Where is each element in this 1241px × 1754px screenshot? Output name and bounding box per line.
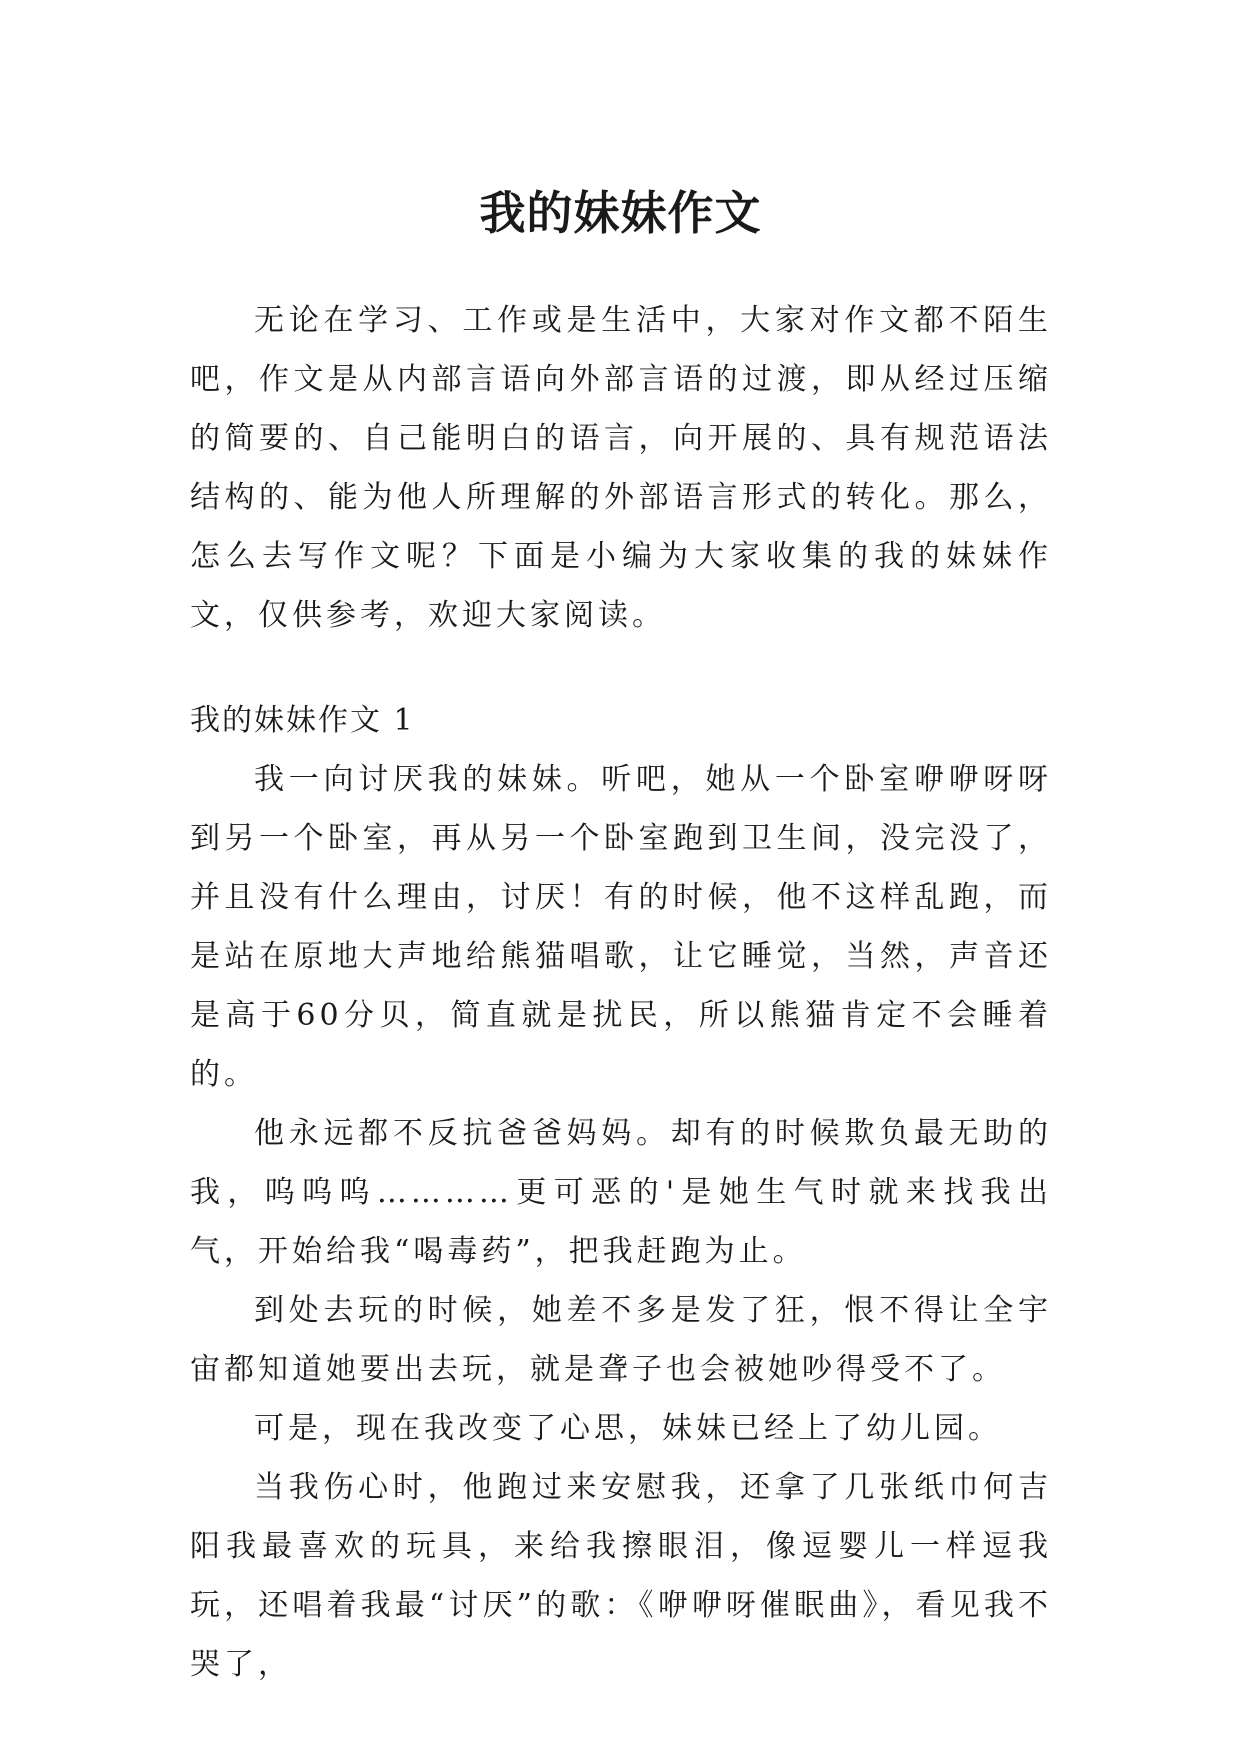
body-paragraph: 我一向讨厌我的妹妹。听吧，她从一个卧室咿咿呀呀到另一个卧室，再从另一个卧室跑到卫生间，没完没了，并且没有什么理由，讨厌！有的时候，他不这样乱跑，而是站在原地大声地给熊猫唱歌，让它睡觉，当然，声音还是高于60分贝，简直就是扰民，所以熊猫肯定不会睡着的。 (190, 762, 1052, 1092)
section-heading: 我的妹妹作文 1 (190, 703, 415, 738)
section-1 (190, 691, 1052, 1694)
body-paragraph: 到处去玩的时候，她差不多是发了狂，恨不得让全宇宙都知道她要出去玩，就是聋子也会被她吵得受不了。 (190, 1293, 1052, 1387)
body-paragraph: 可是，现在我改变了心思，妹妹已经上了幼儿园。 (254, 1411, 1002, 1446)
intro-paragraph: 无论在学习、工作或是生活中，大家对作文都不陌生吧，作文是从内部言语向外部言语的过渡，即从经过压缩的简要的、自己能明白的语言，向开展的、具有规范语法结构的、能为他人所理解的外部语言形式的转化。那么，怎么去写作文呢？下面是小编为大家收集的我的妹妹作文，仅供参考，欢迎大家阅读。 (190, 303, 1052, 633)
body-paragraph: 当我伤心时，他跑过来安慰我，还拿了几张纸巾何吉阳我最喜欢的玩具，来给我擦眼泪，像逗婴儿一样逗我玩，还唱着我最“讨厌”的歌：《咿咿呀催眠曲》，看见我不哭了， (190, 1470, 1052, 1682)
document-title: 我的妹妹作文 (479, 185, 762, 240)
intro-block (190, 291, 1052, 645)
body-paragraph: 他永远都不反抗爸爸妈妈。却有的时候欺负最无助的我，呜呜呜…………更可恶的'是她生气时就来找我出气，开始给我“喝毒药”，把我赶跑为止。 (190, 1116, 1052, 1269)
